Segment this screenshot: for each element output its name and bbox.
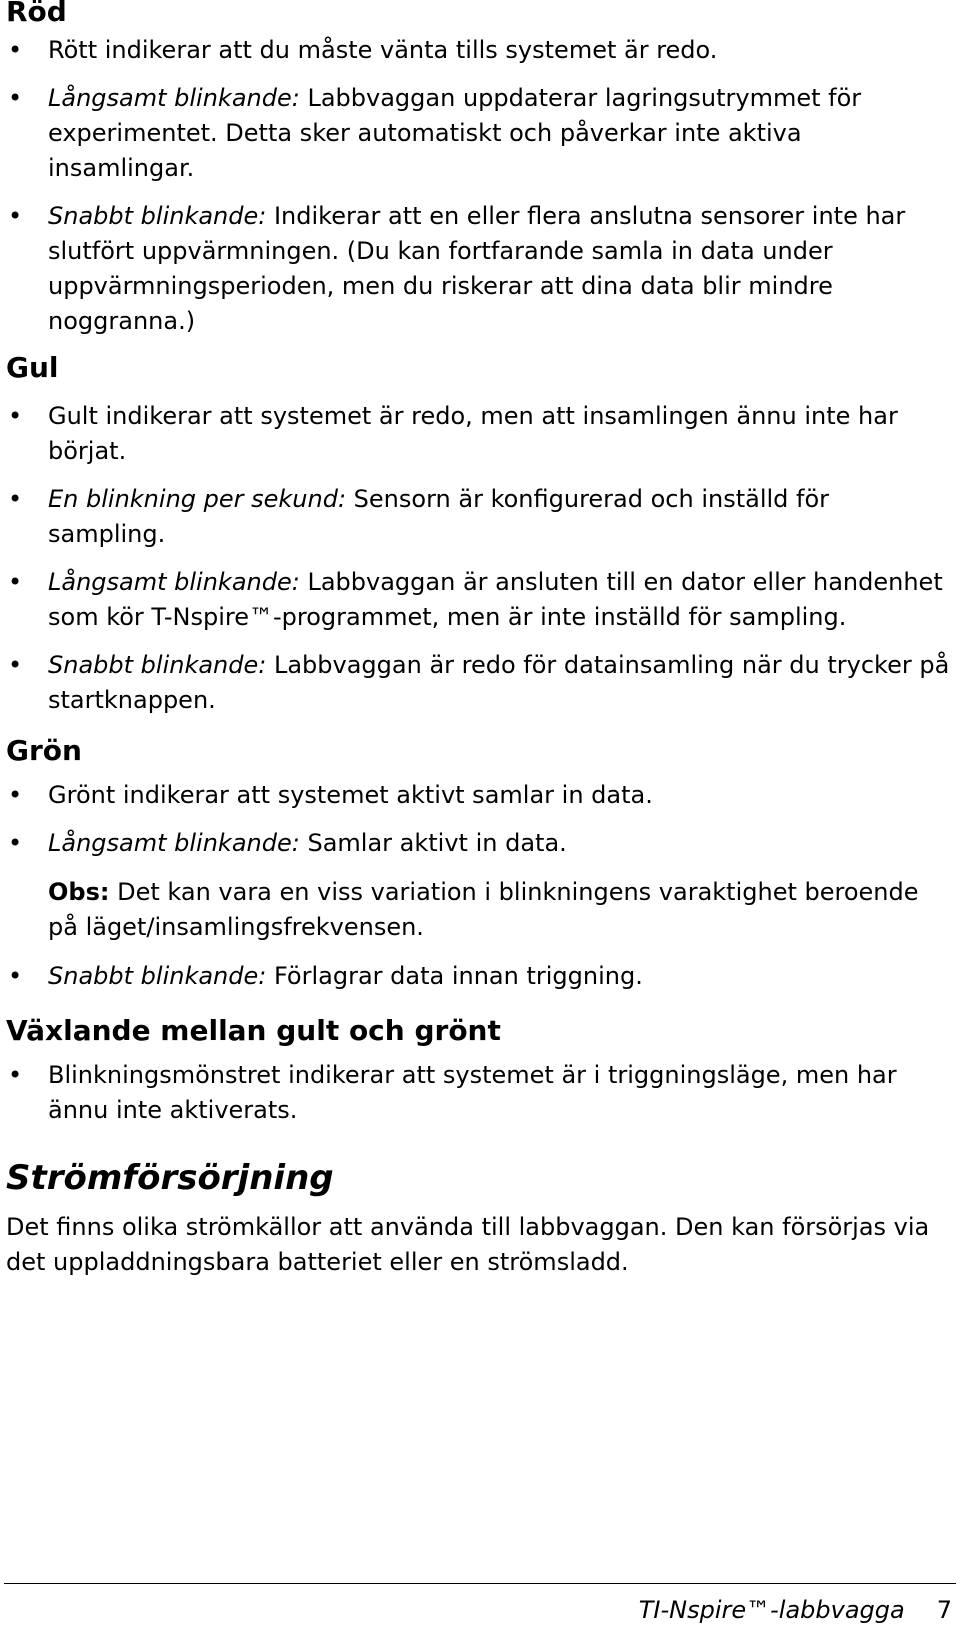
bullet-icon: • [8,651,23,679]
list-item: • Gult indikerar att systemet är redo, men att insamlingen ännu inte har börjat. [6,399,952,469]
heading-power: Strömförsörjning [6,1158,334,1198]
list-item: • Långsamt blinkande: Samlar aktivt in data. [6,826,952,861]
bullet-icon: • [8,962,23,990]
bullet-icon: • [8,402,23,430]
list-item: • Snabbt blinkande: Labbvaggan är redo för datainsamling när du trycker på startknappen. [6,648,952,718]
heading-yellow: Gul [6,351,59,384]
yellow-list [6,399,952,718]
bullet-icon: • [8,568,23,596]
green-list [6,778,952,861]
note-text: Det kan vara en viss variation i blinkningens varaktighet beroende på läget/insamlingsfrekvensen. [48,878,919,941]
footer-divider [4,1583,956,1584]
red-list [6,33,952,339]
heading-red: Röd [6,0,67,28]
bullet-icon: • [8,84,23,112]
page-number: 7 [936,1596,952,1624]
heading-alternating: Växlande mellan gult och grönt [6,1014,501,1047]
note [6,875,952,945]
list-item: • Blinkningsmönstret indikerar att systemet är i triggningsläge, men har ännu inte aktiverats. [6,1058,952,1128]
list-item: • Långsamt blinkande: Labbvaggan uppdaterar lagringsutrymmet för experimentet. Detta sker automatiskt och påverkar inte aktiva insamlingar. [6,81,952,186]
list-item: • Långsamt blinkande: Labbvaggan är ansluten till en dator eller handenhet som kör T-Nspire™-programmet, men är inte inställd för sampling. [6,565,952,635]
bullet-icon: • [8,485,23,513]
list-item: • Grönt indikerar att systemet aktivt samlar in data. [6,778,952,813]
alternating-list [6,1058,952,1128]
bullet-icon: • [8,829,23,857]
list-item: • Snabbt blinkande: Förlagrar data innan triggning. [6,959,952,994]
document-page [6,0,952,1280]
green-list-continued [6,959,952,994]
note-label: Obs: [48,878,110,906]
bullet-icon: • [8,1061,23,1089]
heading-green: Grön [6,734,82,767]
bullet-icon: • [8,781,23,809]
footer-title: TI-Nspire™-labbvagga [638,1596,905,1624]
bullet-icon: • [8,202,23,230]
list-item: • Rött indikerar att du måste vänta tills systemet är redo. [6,33,952,68]
power-paragraph: Det finns olika strömkällor att använda till labbvaggan. Den kan försörjas via det uppladdningsbara batteriet eller en strömsladd. [6,1213,930,1276]
page-footer [639,1596,952,1624]
bullet-icon: • [8,36,23,64]
list-item: • Snabbt blinkande: Indikerar att en eller flera anslutna sensorer inte har slutfört uppvärmningen. (Du kan fortfarande samla in data under uppvärmningsperioden, men du riskerar att dina data blir mindre noggranna.) [6,199,952,339]
list-item: • En blinkning per sekund: Sensorn är konfigurerad och inställd för sampling. [6,482,952,552]
